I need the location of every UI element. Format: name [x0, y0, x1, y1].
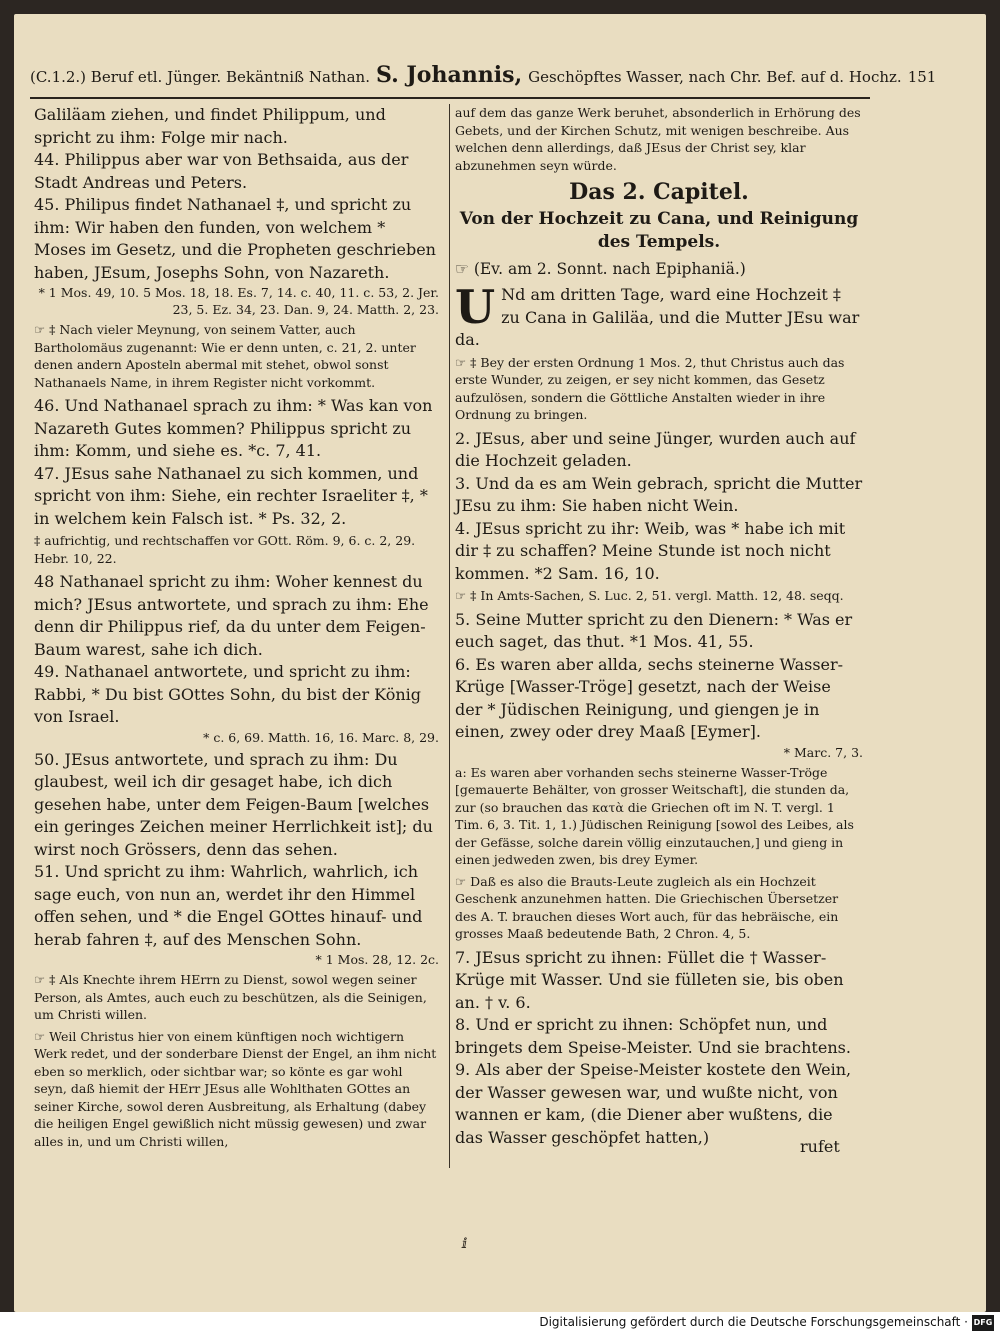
verse: 7. JEsus spricht zu ihnen: Füllet die † Wasser-Krüge mit Wasser. Und sie fülleten sie, bis oben an. † v. 6. — [455, 947, 844, 1012]
page-number: 151 — [907, 68, 937, 86]
verse: 4. JEsus spricht zu ihr: Weib, was * habe ich mit dir ‡ zu schaffen? Meine Stunde ist noch nicht kommen. *2 Sam. 16, 10. — [455, 518, 846, 583]
commentary-note: a: Es waren aber vorhanden sechs steinerne Wasser-Tröge [gemauerte Behälter, von grosser Weitschaft], die stunden da, zur (so brauchen das κατὰ die Griechen oft im N. T. vergl. 1 Tim. 6, 3. Tit. 1, 1.) Jüdischen Reinigung [sowol des Leibes, als der Gefässe, solche darein völlig einzutauchen,] und gieng in einen jedweden zwen, bis drey Eymer. — [455, 764, 854, 867]
header-right: Geschöpftes Wasser, nach Chr. Bef. auf d. Hochz. — [528, 68, 902, 86]
commentary-note: ‡ aufrichtig, und rechtschaffen vor GOtt. Röm. 9, 6. c. 2, 29. Hebr. 10, 22. — [34, 533, 416, 566]
verse: 9. Als aber der Speise-Meister kostete den Wein, der Wasser gewesen war, und wußte nicht, von wannen er kam, (die Diener aber wußtens, die das Wasser geschöpfet hatten,) — [455, 1060, 852, 1147]
verse: 50. JEsus antwortete, und sprach zu ihm: Du glaubest, weil ich dir gesaget habe, ich dich gesehen habe, unter dem Feigen-Baum [welches ein geringes Zeichen meiner Herrlichkeit ist]; du wirst noch Grössers, denn das sehen. — [34, 749, 433, 859]
catchword: rufet — [800, 1137, 840, 1156]
commentary-note: ☞ ‡ In Amts-Sachen, S. Luc. 2, 51. vergl. Matth. 12, 48. seqq. — [455, 588, 844, 603]
chapter-title: Das 2. Capitel. — [569, 179, 749, 205]
cross-reference: * Marc. 7, 3. — [783, 744, 863, 760]
cross-reference: * 1 Mos. 49, 10. 5 Mos. 18, 18. Es. 7, 14. c. 40, 11. c. 53, 2. Jer. 23, 5. Ez. 34, 23. Dan. 9, 24. Matth. 2, 23. — [38, 285, 439, 317]
right-column — [455, 104, 863, 1149]
verse: 45. Philipus findet Nathanael ‡, und spricht zu ihm: Wir haben den funden, von welchem * Moses im Gesetz, und die Propheten geschrieben haben, JEsum, Josephs Sohn, von Nazareth. — [34, 195, 436, 282]
verse-text: Nd am dritten Tage, ward eine Hochzeit ‡ zu Cana in Galiläa, und die Mutter JEsu war da. — [455, 285, 860, 349]
left-column — [34, 104, 439, 1154]
footer-credit: Digitalisierung gefördert durch die Deutsche Forschungsgemeinschaft · — [539, 1315, 968, 1329]
column-divider — [449, 104, 450, 1168]
commentary-note: ☞ ‡ Als Knechte ihrem HErrn zu Dienst, sowol wegen seiner Person, als Amtes, auch euch zu beschützen, als die Seinigen, um Christi willen. — [34, 972, 427, 1022]
verse: 3. Und da es am Wein gebrach, spricht die Mutter JEsu zu ihm: Sie haben nicht Wein. — [455, 473, 863, 515]
header-left: (C.1.2.) Beruf etl. Jünger. Bekäntniß Nathan. — [30, 68, 370, 86]
dfg-logo: DFG — [972, 1315, 994, 1331]
verse: 6. Es waren aber allda, sechs steinerne Wasser-Krüge [Wasser-Tröge] gesetzt, nach der Weise der * Jüdischen Reinigung, und giengen je in einen, zwey oder drey Maaß [Eymer]. — [455, 654, 844, 741]
commentary-note: ☞ ‡ Nach vieler Meynung, von seinem Vatter, auch Bartholomäus zugenannt: Wie er denn unten, c. 21, 2. unter denen andern Aposteln abermal mit stehet, obwol sonst Nathanaels Name, in ihrem Register nicht vorkommt. — [34, 322, 416, 390]
verse: 44. Philippus aber war von Bethsaida, aus der Stadt Andreas und Peters. — [34, 150, 409, 192]
commentary-note: ☞ Daß es also die Brauts-Leute zugleich als ein Hochzeit Geschenk anzunehmen hatten. Die Griechischen Übersetzer des A. T. brauchen dieses Wort auch, für das hebräische, ein grosses Maaß bedeutende Bath, 2 Chron. 4, 5. — [455, 873, 839, 941]
verse: Galiläam ziehen, und findet Philippum, und spricht zu ihm: Folge mir nach. — [34, 105, 386, 147]
header-title: S. Johannis, — [375, 62, 523, 88]
liturgical-reading: ☞ (Ev. am 2. Sonnt. nach Epiphaniä.) — [455, 260, 746, 278]
commentary-note: ☞ Weil Christus hier von einem künftigen noch wichtigern Werk redet, und der sonderbare Dienst der Engel, an ihm nicht eben so merklich, oder sichtbar war; so könte es gar wohl seyn, daß hiemit der HErr JEsus alle Wohlthaten GOttes an seiner Kirche, sowol deren Ausbreitung, als Erhaltung (dabey die heiligen Engel gewißlich nicht müssig gewesen) und zwar alles in, und um Christi willen, — [34, 1028, 437, 1149]
verse: 47. JEsus sahe Nathanael zu sich kommen, und spricht von ihm: Siehe, ein rechter Israeliter ‡, * in welchem kein Falsch ist. * Ps. 32, 2. — [34, 463, 428, 528]
cross-reference: * 1 Mos. 28, 12. 2c. — [315, 952, 439, 967]
signature-mark: ⅈ — [462, 1236, 468, 1252]
commentary-continuation: auf dem das ganze Werk beruhet, absonderlich in Erhörung des Gebets, und der Kirchen Schutz, mit wenigen beschreibe. Aus welchen denn allerdings, daß JEsus der Christ sey, klar abzunehmen seyn würde. — [455, 105, 861, 173]
verse — [455, 280, 863, 352]
verse: 8. Und er spricht zu ihnen: Schöpfet nun, und bringets dem Speise-Meister. Und sie brachtens. — [455, 1015, 851, 1057]
cross-reference: * c. 6, 69. Matth. 16, 16. Marc. 8, 29. — [203, 729, 439, 745]
verse: 2. JEsus, aber und seine Jünger, wurden auch auf die Hochzeit geladen. — [455, 428, 856, 470]
digitization-footer — [0, 1312, 1000, 1335]
verse: 48 Nathanael spricht zu ihm: Woher kennest du mich? JEsus antwortete, und sprach zu ihm: Ehe denn dir Philippus rief, da du unter dem Feigen-Baum warest, sahe ich dich. — [34, 572, 429, 659]
chapter-subtitle: Von der Hochzeit zu Cana, und Reinigung des Tempels. — [459, 209, 859, 252]
running-header — [30, 62, 937, 96]
header-rule — [30, 97, 870, 99]
verse: 51. Und spricht zu ihm: Wahrlich, wahrlich, ich sage euch, von nun an, werdet ihr den Himmel offen sehen, und * die Engel GOttes hinauf- und herab fahren ‡, auf des Menschen Sohn. — [34, 862, 423, 949]
verse: 5. Seine Mutter spricht zu den Dienern: * Was er euch saget, das thut. *1 Mos. 41, 55. — [455, 609, 853, 651]
verse: 46. Und Nathanael sprach zu ihm: * Was kan von Nazareth Gutes kommen? Philippus spricht zu ihm: Komm, und siehe es. *c. 7, 41. — [34, 396, 433, 460]
drop-initial: U — [455, 280, 496, 334]
commentary-note: ☞ ‡ Bey der ersten Ordnung 1 Mos. 2, thut Christus auch das erste Wunder, zu zeigen, er sey nicht kommen, das Gesetz aufzulösen, sondern die Göttliche Anstalten wieder in ihre Ordnung zu bringen. — [455, 354, 845, 422]
verse: 49. Nathanael antwortete, und spricht zu ihm: Rabbi, * Du bist GOttes Sohn, du bist der König von Israel. — [34, 662, 421, 726]
